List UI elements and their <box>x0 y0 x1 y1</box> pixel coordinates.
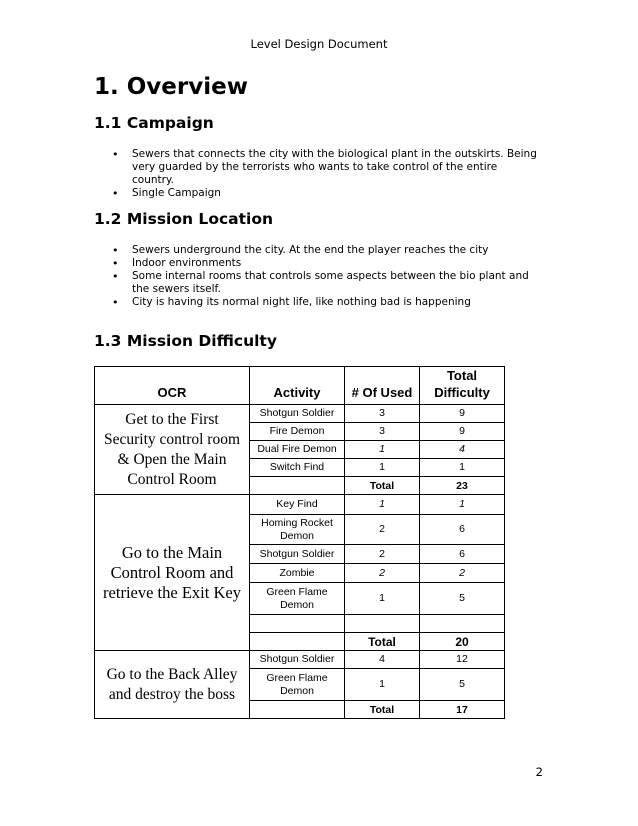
activity-cell: Dual Fire Demon <box>250 441 345 459</box>
table-row <box>95 651 505 669</box>
location-heading: 1.2 Mission Location <box>94 210 274 228</box>
total-difficulty-header: Total Difficulty <box>420 367 505 405</box>
total-value: 23 <box>420 477 505 495</box>
activity-header: Activity <box>250 367 345 405</box>
used-cell: 2 <box>345 564 420 583</box>
difficulty-cell: 12 <box>420 651 505 669</box>
total-label: Total <box>345 701 420 719</box>
difficulty-cell: 1 <box>420 495 505 515</box>
empty-cell <box>420 615 505 633</box>
ocr-cell: Go to the Main Control Room and retrieve the Exit Key <box>95 495 250 651</box>
list-item: • Some internal rooms that controls some aspects between the bio plant and the sewers itself. <box>112 270 542 296</box>
activity-cell: Shotgun Soldier <box>250 651 345 669</box>
used-cell: 1 <box>345 459 420 477</box>
used-cell: 3 <box>345 405 420 423</box>
document-header: Level Design Document <box>250 37 388 51</box>
page-number: 2 <box>535 765 543 779</box>
empty-cell <box>250 615 345 633</box>
ocr-cell: Get to the First Security control room & Open the Main Control Room <box>95 405 250 495</box>
total-label: Total <box>345 477 420 495</box>
used-header: # Of Used <box>345 367 420 405</box>
activity-cell: Homing Rocket Demon <box>250 515 345 545</box>
difficulty-cell: 2 <box>420 564 505 583</box>
activity-cell: Fire Demon <box>250 423 345 441</box>
total-value: 20 <box>420 633 505 651</box>
activity-cell: Green Flame Demon <box>250 583 345 615</box>
difficulty-cell: 6 <box>420 545 505 564</box>
ocr-header: OCR <box>95 367 250 405</box>
activity-cell: Shotgun Soldier <box>250 545 345 564</box>
empty-cell <box>250 477 345 495</box>
difficulty-cell: 4 <box>420 441 505 459</box>
difficulty-cell: 5 <box>420 669 505 701</box>
activity-cell: Green Flame Demon <box>250 669 345 701</box>
table-row <box>95 495 505 515</box>
used-cell: 1 <box>345 441 420 459</box>
difficulty-cell: 9 <box>420 423 505 441</box>
activity-cell: Shotgun Soldier <box>250 405 345 423</box>
list-item: • City is having its normal night life, like nothing bad is happening <box>112 296 542 309</box>
difficulty-cell: 6 <box>420 515 505 545</box>
used-cell: 2 <box>345 545 420 564</box>
table-header-row <box>95 367 505 405</box>
used-cell: 3 <box>345 423 420 441</box>
list-item: • Single Campaign <box>112 187 542 200</box>
used-cell: 2 <box>345 515 420 545</box>
total-label: Total <box>345 633 420 651</box>
difficulty-cell: 5 <box>420 583 505 615</box>
campaign-list <box>112 148 542 200</box>
activity-cell: Zombie <box>250 564 345 583</box>
total-value: 17 <box>420 701 505 719</box>
used-cell: 1 <box>345 583 420 615</box>
difficulty-cell: 1 <box>420 459 505 477</box>
empty-cell <box>250 633 345 651</box>
empty-cell <box>345 615 420 633</box>
list-item: • Indoor environments <box>112 257 542 270</box>
difficulty-heading: 1.3 Mission Difficulty <box>94 332 277 350</box>
empty-cell <box>250 701 345 719</box>
difficulty-table <box>94 366 505 719</box>
list-item: • Sewers that connects the city with the biological plant in the outskirts. Being very guarded by the terrorists who wants to take control of the entire country. <box>112 148 542 187</box>
used-cell: 4 <box>345 651 420 669</box>
used-cell: 1 <box>345 669 420 701</box>
used-cell: 1 <box>345 495 420 515</box>
table-row <box>95 405 505 423</box>
list-item: • Sewers underground the city. At the end the player reaches the city <box>112 244 542 257</box>
campaign-heading: 1.1 Campaign <box>94 114 214 132</box>
difficulty-cell: 9 <box>420 405 505 423</box>
activity-cell: Key Find <box>250 495 345 515</box>
overview-heading: 1. Overview <box>94 74 248 100</box>
activity-cell: Switch Find <box>250 459 345 477</box>
location-list <box>112 244 542 309</box>
ocr-cell: Go to the Back Alley and destroy the boss <box>95 651 250 719</box>
